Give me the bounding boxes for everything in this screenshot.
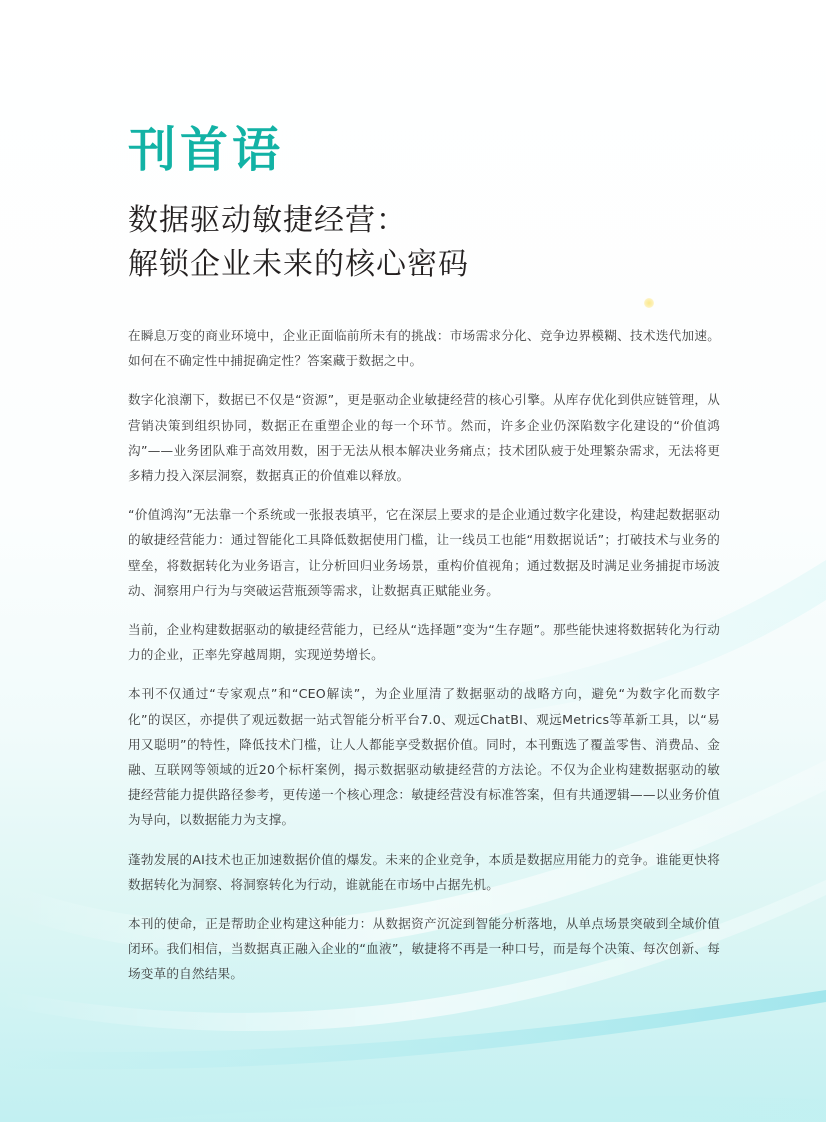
paragraph: “价值鸿沟”无法靠一个系统或一张报表填平，它在深层上要求的是企业通过数字化建设，构建起数据驱动的敏捷经营能力：通过智能化工具降低数据使用门槛，让一线员工也能“用数据说话”；打破技术与业务的壁垒，将数据转化为业务语言，让分析回归业务场景，重构价值视角；通过数据及时满足业务捕捉市场波动、洞察用户行为与突破运营瓶颈等需求，让数据真正赋能业务。	[128, 507, 720, 598]
paragraph: 蓬勃发展的AI技术也正加速数据价值的爆发。未来的企业竞争，本质是数据应用能力的竞争。谁能更快将数据转化为洞察、将洞察转化为行动，谁就能在市场中占据先机。	[128, 851, 720, 892]
subtitle-line-1: 数据驱动敏捷经营：	[128, 203, 407, 238]
paragraph: 本刊的使命，正是帮助企业构建这种能力：从数据资产沉淀到智能分析落地，从单点场景突破到全域价值闭环。我们相信，当数据真正融入企业的“血液”，敏捷将不再是一种口号，而是每个决策、每次创新、每场变革的自然结果。	[128, 916, 720, 982]
paragraph: 数字化浪潮下，数据已不仅是“资源”，更是驱动企业敏捷经营的核心引擎。从库存优化到供应链管理，从营销决策到组织协同，数据正在重塑企业的每一个环节。然而，许多企业仍深陷数字化建设的“价值鸿沟”——业务团队难于高效用数，困于无法从根本解决业务痛点；技术团队疲于处理繁杂需求，无法将更多精力投入深层洞察，数据真正的价值难以释放。	[128, 392, 720, 484]
paragraph: 在瞬息万变的商业环境中，企业正面临前所未有的挑战：市场需求分化、竞争边界模糊、技术迭代加速。如何在不确定性中捕捉确定性？答案藏于数据之中。	[128, 328, 720, 369]
subtitle	[128, 199, 469, 287]
page-title: 刊首语	[128, 122, 285, 178]
body-text	[128, 323, 720, 1001]
paragraph: 当前，企业构建数据驱动的敏捷经营能力，已经从“选择题”变为“生存题”。那些能快速将数据转化为行动力的企业，正率先穿越周期，实现逆势增长。	[128, 622, 720, 663]
subtitle-line-2: 解锁企业未来的核心密码	[128, 247, 469, 282]
decorative-dot	[644, 298, 654, 308]
paragraph: 本刊不仅通过“专家观点”和“CEO解读”，为企业厘清了数据驱动的战略方向，避免“为数字化而数字化”的误区，亦提供了观远数据一站式智能分析平台7.0、观远ChatBI、观远Metrics等革新工具，以“易用又聪明”的特性，降低技术门槛，让人人都能享受数据价值。同时，本刊甄选了覆盖零售、消费品、金融、互联网等领域的近20个标杆案例，揭示数据驱动敏捷经营的方法论。不仅为企业构建数据驱动的敏捷经营能力提供路径参考，更传递一个核心理念：敏捷经营没有标准答案，但有共通逻辑——以业务价值为导向，以数据能力为支撑。	[128, 686, 720, 828]
